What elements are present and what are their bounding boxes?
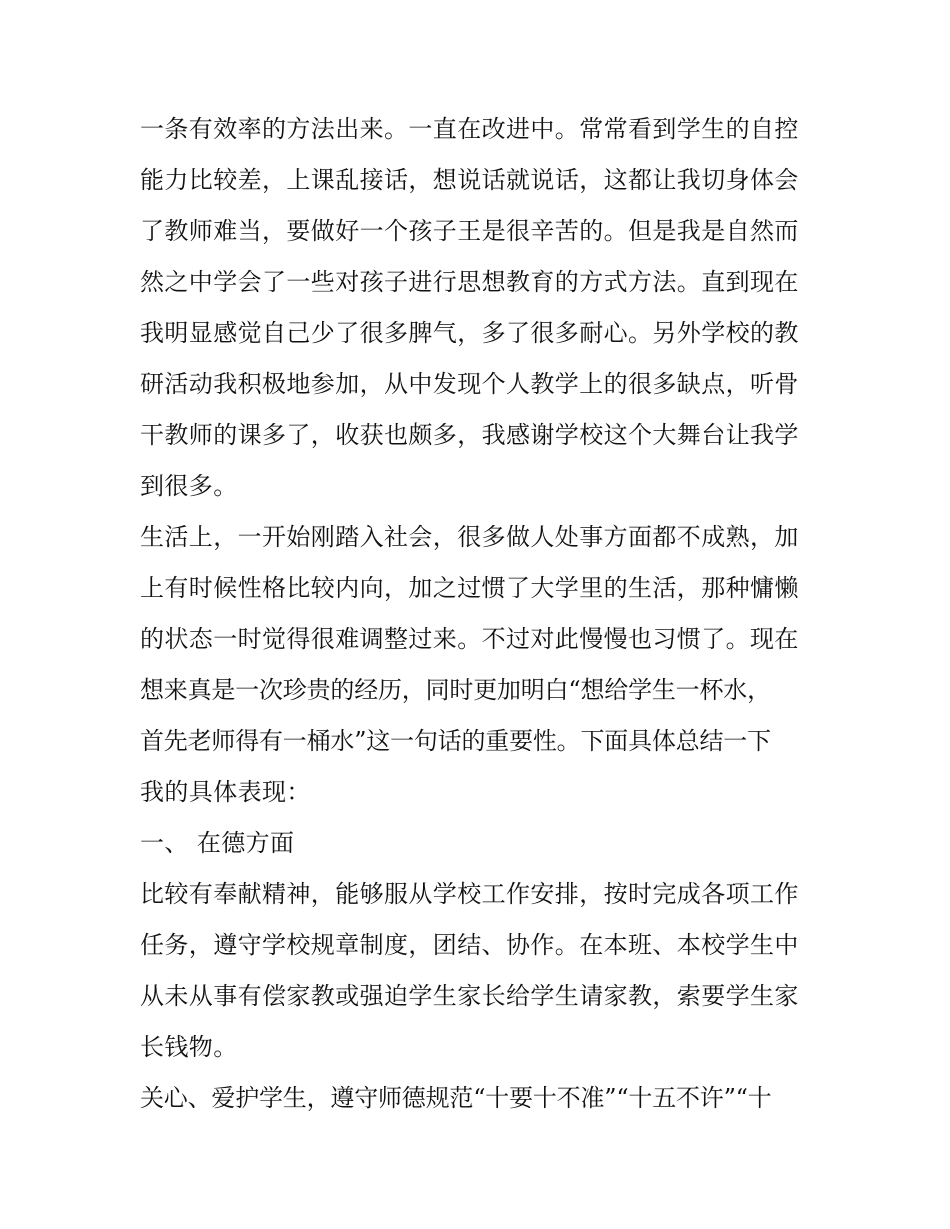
text-line-12: 想来真是一次珍贵的经历，同时更加明白“想给学生一杯水， [140, 676, 771, 704]
text-line-5: 我明显感觉自己少了很多脾气，多了很多耐心。另外学校的教 [140, 319, 799, 347]
text-line-6: 研活动我积极地参加，从中发现个人教学上的很多缺点，听骨 [140, 370, 799, 398]
text-line-9: 生活上，一开始刚踏入社会，很多做人处事方面都不成熟，加 [140, 523, 799, 551]
text-line-19: 长钱物。 [140, 1033, 238, 1061]
text-line-20: 关心、爱护学生，遵守师德规范“十要十不准”“十五不许”“十 [140, 1084, 772, 1112]
text-line-14: 我的具体表现： [140, 778, 311, 806]
text-line-3: 了教师难当，要做好一个孩子王是很辛苦的。但是我是自然而 [140, 217, 799, 245]
text-line-17: 任务，遵守学校规章制度，团结、协作。在本班、本校学生中 [140, 931, 799, 959]
text-line-11: 的状态一时觉得很难调整过来。不过对此慢慢也习惯了。现在 [140, 625, 799, 653]
text-line-1: 一条有效率的方法出来。一直在改进中。常常看到学生的自控 [140, 115, 799, 143]
section-heading: 一、 在德方面 [140, 829, 295, 857]
body-text [140, 104, 820, 1124]
text-line-16: 比较有奉献精神，能够服从学校工作安排，按时完成各项工作 [140, 880, 799, 908]
text-line-2: 能力比较差，上课乱接话，想说话就说话，这都让我切身体会 [140, 166, 799, 194]
text-line-10: 上有时候性格比较内向，加之过惯了大学里的生活，那种慵懒 [140, 574, 799, 602]
text-line-8: 到很多。 [140, 472, 238, 500]
text-line-18: 从未从事有偿家教或强迫学生家长给学生请家教，索要学生家 [140, 982, 799, 1010]
text-line-4: 然之中学会了一些对孩子进行思想教育的方式方法。直到现在 [140, 268, 799, 296]
text-line-7: 干教师的课多了，收获也颇多，我感谢学校这个大舞台让我学 [140, 421, 799, 449]
text-line-13: 首先老师得有一桶水”这一句话的重要性。下面具体总结一下 [140, 727, 771, 755]
